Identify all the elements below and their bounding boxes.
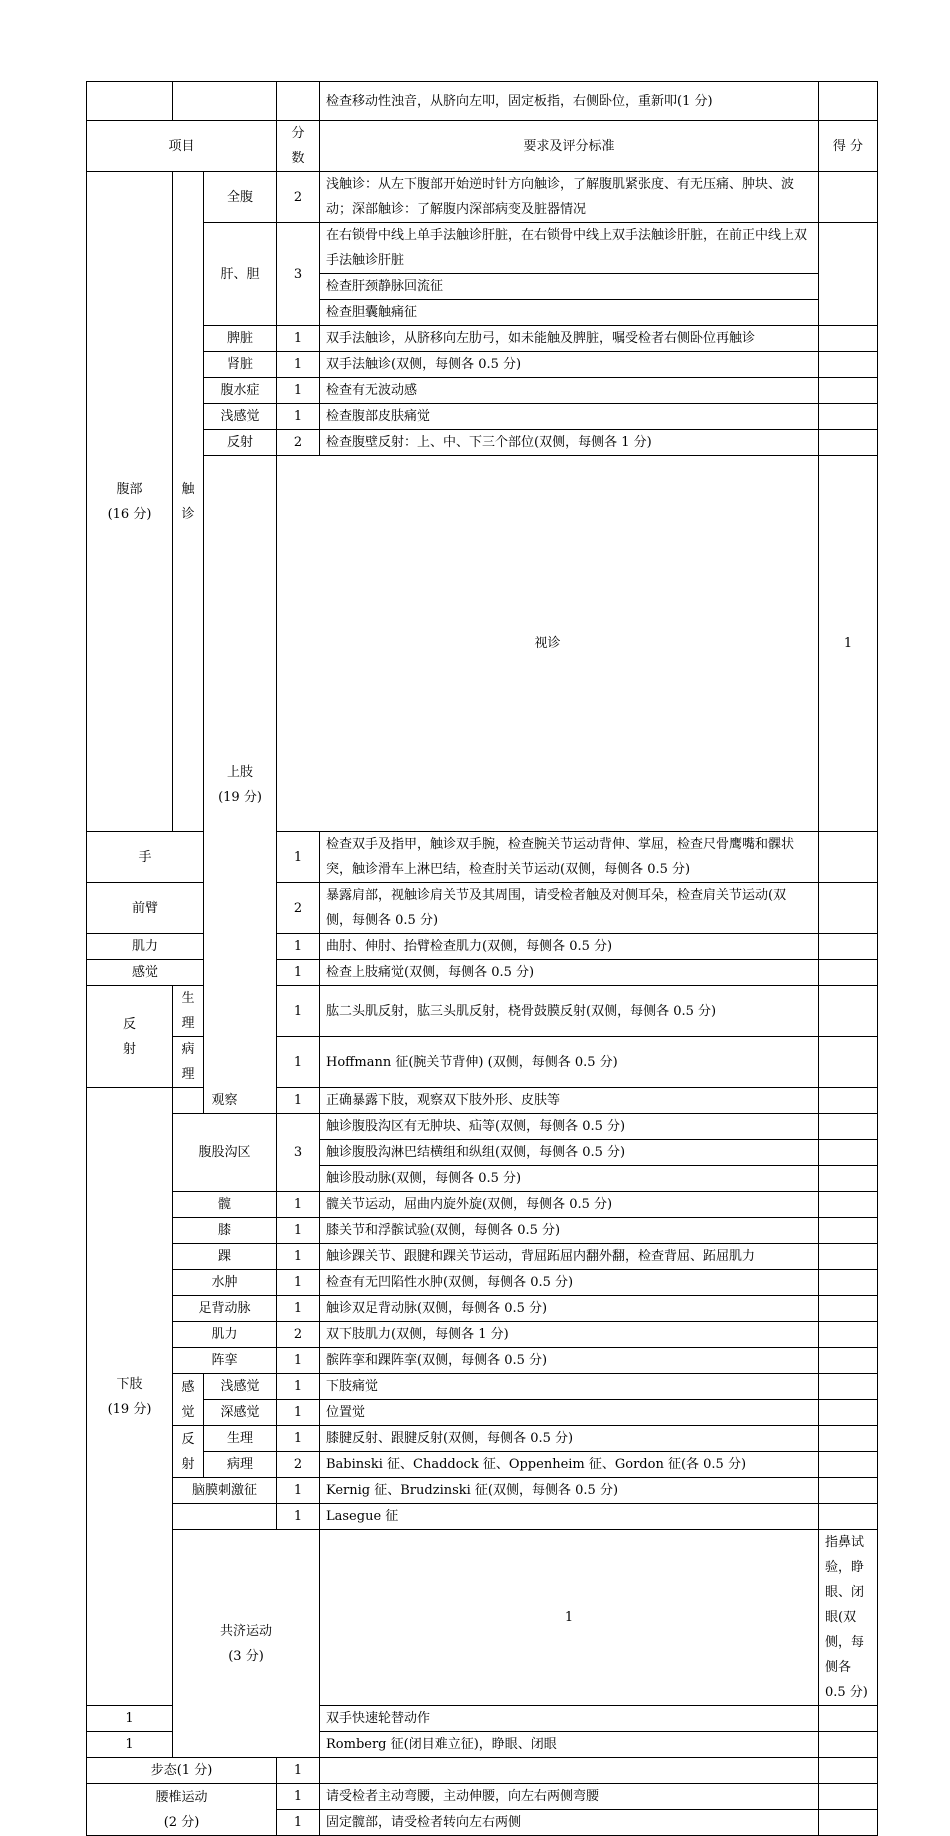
criteria-cell: 检查上肢痛觉(双侧，每侧各 0.5 分)	[320, 960, 819, 986]
criteria-cell: 浅触诊：从左下腹部开始逆时针方向触诊，了解腹肌紧张度、有无压痛、肿块、波动；深部触诊：了解腹内深部病变及脏器情况	[320, 172, 819, 223]
criteria-cell: 位置觉	[320, 1400, 819, 1426]
item-name: 腹股沟区	[173, 1114, 277, 1192]
score-cell[interactable]	[819, 1758, 878, 1784]
criteria-cell: 触诊踝关节、跟腱和踝关节运动，背屈跖屈内翻外翻，检查背屈、跖屈肌力	[320, 1244, 819, 1270]
table-row	[87, 1758, 878, 1784]
section-coordination: 共济运动 (3 分)	[173, 1530, 320, 1758]
item-points: 3	[277, 1114, 320, 1192]
score-cell[interactable]	[819, 1037, 878, 1088]
section-gait: 步态(1 分)	[87, 1758, 277, 1784]
criteria-cell: Babinski 征、Chaddock 征、Oppenheim 征、Gordon 征(各 0.5 分)	[320, 1452, 819, 1478]
item-name: 膝	[173, 1218, 277, 1244]
score-cell[interactable]	[819, 1810, 878, 1836]
item-points: 1	[277, 934, 320, 960]
exam-scoring-table	[86, 81, 878, 1836]
criteria-cell: 暴露肩部，视触诊肩关节及其周围，请受检者触及对侧耳朵，检查肩关节运动(双侧，每侧各 0.5 分)	[320, 883, 819, 934]
item-points: 1	[320, 1530, 819, 1706]
empty-cell	[87, 82, 173, 121]
score-cell[interactable]	[819, 883, 878, 934]
score-cell[interactable]	[819, 1452, 878, 1478]
criteria-cell: 检查肝颈静脉回流征	[320, 274, 819, 300]
criteria-cell: 检查腹壁反射：上、中、下三个部位(双侧，每侧各 1 分)	[320, 430, 819, 456]
item-points: 2	[277, 430, 320, 456]
section-upper-limb: 上肢 (19 分)	[204, 456, 277, 1114]
item-points: 1	[277, 1348, 320, 1374]
score-cell[interactable]	[819, 352, 878, 378]
score-cell[interactable]	[819, 1374, 878, 1400]
table-row	[87, 1114, 878, 1140]
table-row	[87, 326, 878, 352]
item-points: 1	[277, 1374, 320, 1400]
score-cell[interactable]	[819, 1732, 878, 1758]
table-row	[87, 1192, 878, 1218]
score-cell[interactable]	[819, 1348, 878, 1374]
criteria-cell: 髋关节运动，屈曲内旋外旋(双侧，每侧各 0.5 分)	[320, 1192, 819, 1218]
item-name: 浅感觉	[204, 1374, 277, 1400]
score-cell[interactable]	[819, 1784, 878, 1810]
table-row	[87, 1400, 878, 1426]
item-name: 反射	[204, 430, 277, 456]
criteria-cell	[320, 1758, 819, 1784]
criteria-cell: 双手快速轮替动作	[320, 1706, 819, 1732]
item-points: 1	[277, 1810, 320, 1836]
item-points: 1	[277, 1192, 320, 1218]
score-cell[interactable]	[819, 1478, 878, 1504]
score-cell[interactable]	[819, 326, 878, 352]
criteria-cell: 触诊双足背动脉(双侧，每侧各 0.5 分)	[320, 1296, 819, 1322]
criteria-cell: 指鼻试验，睁眼、闭眼(双侧，每侧各 0.5 分)	[819, 1530, 878, 1706]
score-cell[interactable]	[819, 1088, 878, 1114]
score-cell[interactable]	[819, 960, 878, 986]
criteria-cell: 请受检者主动弯腰，主动伸腰，向左右两侧弯腰	[320, 1784, 819, 1810]
score-cell[interactable]	[819, 223, 878, 326]
table-row	[87, 456, 878, 832]
group-palpation: 触 诊	[173, 172, 204, 832]
criteria-cell: 固定髋部，请受检者转向左右两侧	[320, 1810, 819, 1836]
score-cell[interactable]	[819, 1244, 878, 1270]
item-name: 肌力	[173, 1322, 277, 1348]
score-cell[interactable]	[819, 1706, 878, 1732]
section-lower-limb: 下肢 (19 分)	[87, 1088, 173, 1706]
criteria-cell: 检查移动性浊音，从脐向左叩，固定板指，右侧卧位，重新叩(1 分)	[320, 82, 819, 121]
item-name: 水肿	[173, 1270, 277, 1296]
header-item: 项目	[87, 121, 277, 172]
item-points: 2	[277, 172, 320, 223]
table-row	[87, 172, 878, 223]
criteria-cell: Romberg 征(闭目难立征)，睁眼、闭眼	[320, 1732, 819, 1758]
score-cell[interactable]	[819, 1426, 878, 1452]
criteria-cell: 髌阵挛和踝阵挛(双侧，每侧各 0.5 分)	[320, 1348, 819, 1374]
item-name: 肝、胆	[204, 223, 277, 326]
item-points: 1	[277, 1270, 320, 1296]
item-points: 1	[277, 404, 320, 430]
item-name: 阵挛	[173, 1348, 277, 1374]
criteria-cell: 膝腱反射、跟腱反射(双侧，每侧各 0.5 分)	[320, 1426, 819, 1452]
group-sensation: 感 觉	[173, 1374, 204, 1426]
group-reflex: 反 射	[87, 986, 173, 1088]
item-points: 1	[277, 1504, 320, 1530]
item-name: 肌力	[87, 934, 204, 960]
item-name: 脾脏	[204, 326, 277, 352]
item-name: 前臂	[87, 883, 204, 934]
score-cell[interactable]	[819, 378, 878, 404]
table-row	[87, 1530, 878, 1706]
header-score: 得 分	[819, 121, 878, 172]
score-cell[interactable]	[819, 1192, 878, 1218]
item-points: 1	[277, 352, 320, 378]
item-points: 1	[87, 1706, 173, 1732]
criteria-cell: 检查腹部皮肤痛觉	[320, 404, 819, 430]
criteria-cell: 双下肢肌力(双侧，每侧各 1 分)	[320, 1322, 819, 1348]
item-points: 1	[277, 1426, 320, 1452]
criteria-cell: 触诊腹股沟区有无肿块、疝等(双侧，每侧各 0.5 分)	[320, 1114, 819, 1140]
section-abdomen: 腹部 (16 分)	[87, 172, 173, 832]
score-cell[interactable]	[819, 1504, 878, 1530]
table-row	[87, 82, 878, 121]
header-criteria: 要求及评分标准	[320, 121, 819, 172]
score-cell[interactable]	[819, 1400, 878, 1426]
item-name: 髋	[173, 1192, 277, 1218]
criteria-cell: 双手法触诊(双侧，每侧各 0.5 分)	[320, 352, 819, 378]
criteria-cell: 在右锁骨中线上单手法触诊肝脏，在右锁骨中线上双手法触诊肝脏，在前正中线上双手法触诊肝脏	[320, 223, 819, 274]
table-row	[87, 1504, 878, 1530]
item-name: 浅感觉	[204, 404, 277, 430]
item-name: 手	[87, 832, 204, 883]
table-row	[87, 1374, 878, 1400]
item-points: 2	[277, 1322, 320, 1348]
section-lumbar: 腰椎运动 (2 分)	[87, 1784, 277, 1836]
table-row	[87, 378, 878, 404]
criteria-cell: 检查有无凹陷性水肿(双侧，每侧各 0.5 分)	[320, 1270, 819, 1296]
criteria-cell: 双手法触诊，从脐移向左肋弓，如未能触及脾脏，嘱受检者右侧卧位再触诊	[320, 326, 819, 352]
score-cell[interactable]	[819, 172, 878, 223]
item-name: 腹水症	[204, 378, 277, 404]
item-name: 生理	[173, 986, 204, 1037]
table-row	[87, 430, 878, 456]
item-name: 脑膜刺激征	[173, 1478, 277, 1504]
item-points: 1	[277, 1784, 320, 1810]
item-points: 1	[277, 378, 320, 404]
item-points: 3	[277, 223, 320, 326]
item-name: 足背动脉	[173, 1296, 277, 1322]
score-cell[interactable]	[819, 82, 878, 121]
table-row	[87, 1426, 878, 1452]
criteria-cell: Hoffmann 征(腕关节背伸) (双侧，每侧各 0.5 分)	[320, 1037, 819, 1088]
criteria-cell: 检查胆囊触痛征	[320, 300, 819, 326]
item-name: 病理	[204, 1452, 277, 1478]
score-cell[interactable]	[819, 1166, 878, 1192]
table-row	[87, 1218, 878, 1244]
score-cell[interactable]	[819, 430, 878, 456]
item-name: 肾脏	[204, 352, 277, 378]
item-points: 1	[277, 960, 320, 986]
criteria-cell: 检查双手及指甲，触诊双手腕，检查腕关节运动背伸、掌屈，检查尺骨鹰嘴和髁状突，触诊滑车上淋巴结，检查肘关节运动(双侧，每侧各 0.5 分)	[320, 832, 819, 883]
criteria-cell: 膝关节和浮髌试验(双侧，每侧各 0.5 分)	[320, 1218, 819, 1244]
empty-cell	[173, 82, 277, 121]
item-name: 观察	[173, 1088, 277, 1114]
empty-cell	[277, 82, 320, 121]
score-cell[interactable]	[819, 934, 878, 960]
item-points: 1	[277, 986, 320, 1037]
item-name: 深感觉	[204, 1400, 277, 1426]
table-row	[87, 1088, 878, 1114]
score-cell[interactable]	[819, 1218, 878, 1244]
criteria-cell: 曲肘、伸肘、抬臂检查肌力(双侧，每侧各 0.5 分)	[320, 934, 819, 960]
item-name: 踝	[173, 1244, 277, 1270]
criteria-cell: Lasegue 征	[320, 1504, 819, 1530]
item-points: 1	[277, 1296, 320, 1322]
score-cell[interactable]	[819, 832, 878, 883]
item-points: 1	[277, 1478, 320, 1504]
item-name: 病理	[173, 1037, 204, 1088]
item-points: 1	[277, 1088, 320, 1114]
item-points: 2	[277, 883, 320, 934]
table-row	[87, 404, 878, 430]
group-reflex: 反 射	[173, 1426, 204, 1478]
item-name: 全腹	[204, 172, 277, 223]
table-row	[87, 352, 878, 378]
table-row	[87, 1348, 878, 1374]
header-points: 分 数	[277, 121, 320, 172]
score-cell[interactable]	[819, 1140, 878, 1166]
table-row	[87, 1452, 878, 1478]
table-row	[87, 1784, 878, 1810]
item-points: 1	[277, 1758, 320, 1784]
score-cell[interactable]	[819, 986, 878, 1037]
empty-cell	[173, 1504, 277, 1530]
criteria-cell: 下肢痛觉	[320, 1374, 819, 1400]
criteria-cell: 肱二头肌反射，肱三头肌反射，桡骨鼓膜反射(双侧，每侧各 0.5 分)	[320, 986, 819, 1037]
score-cell[interactable]	[819, 1296, 878, 1322]
item-points: 1	[277, 1244, 320, 1270]
score-cell[interactable]	[819, 1114, 878, 1140]
item-points: 1	[277, 1037, 320, 1088]
table-row	[87, 223, 878, 274]
criteria-cell: Kernig 征、Brudzinski 征(双侧，每侧各 0.5 分)	[320, 1478, 819, 1504]
item-points: 1	[277, 1400, 320, 1426]
item-name: 生理	[204, 1426, 277, 1452]
criteria-cell: 触诊腹股沟淋巴结横组和纵组(双侧，每侧各 0.5 分)	[320, 1140, 819, 1166]
header-row	[87, 121, 878, 172]
criteria-cell: 触诊股动脉(双侧，每侧各 0.5 分)	[320, 1166, 819, 1192]
item-points: 1	[87, 1732, 173, 1758]
table-row	[87, 1244, 878, 1270]
criteria-cell: 正确暴露下肢，观察双下肢外形、皮肤等	[320, 1088, 819, 1114]
item-points: 2	[277, 1452, 320, 1478]
score-cell[interactable]	[819, 404, 878, 430]
table-row	[87, 1296, 878, 1322]
item-points: 1	[277, 832, 320, 883]
table-row	[87, 1270, 878, 1296]
item-points: 1	[277, 326, 320, 352]
item-name: 感觉	[87, 960, 204, 986]
criteria-cell: 检查有无波动感	[320, 378, 819, 404]
item-points: 1	[277, 1218, 320, 1244]
item-name: 视诊	[277, 456, 819, 832]
item-points: 1	[819, 456, 878, 832]
score-cell[interactable]	[819, 1270, 878, 1296]
table-row	[87, 1478, 878, 1504]
